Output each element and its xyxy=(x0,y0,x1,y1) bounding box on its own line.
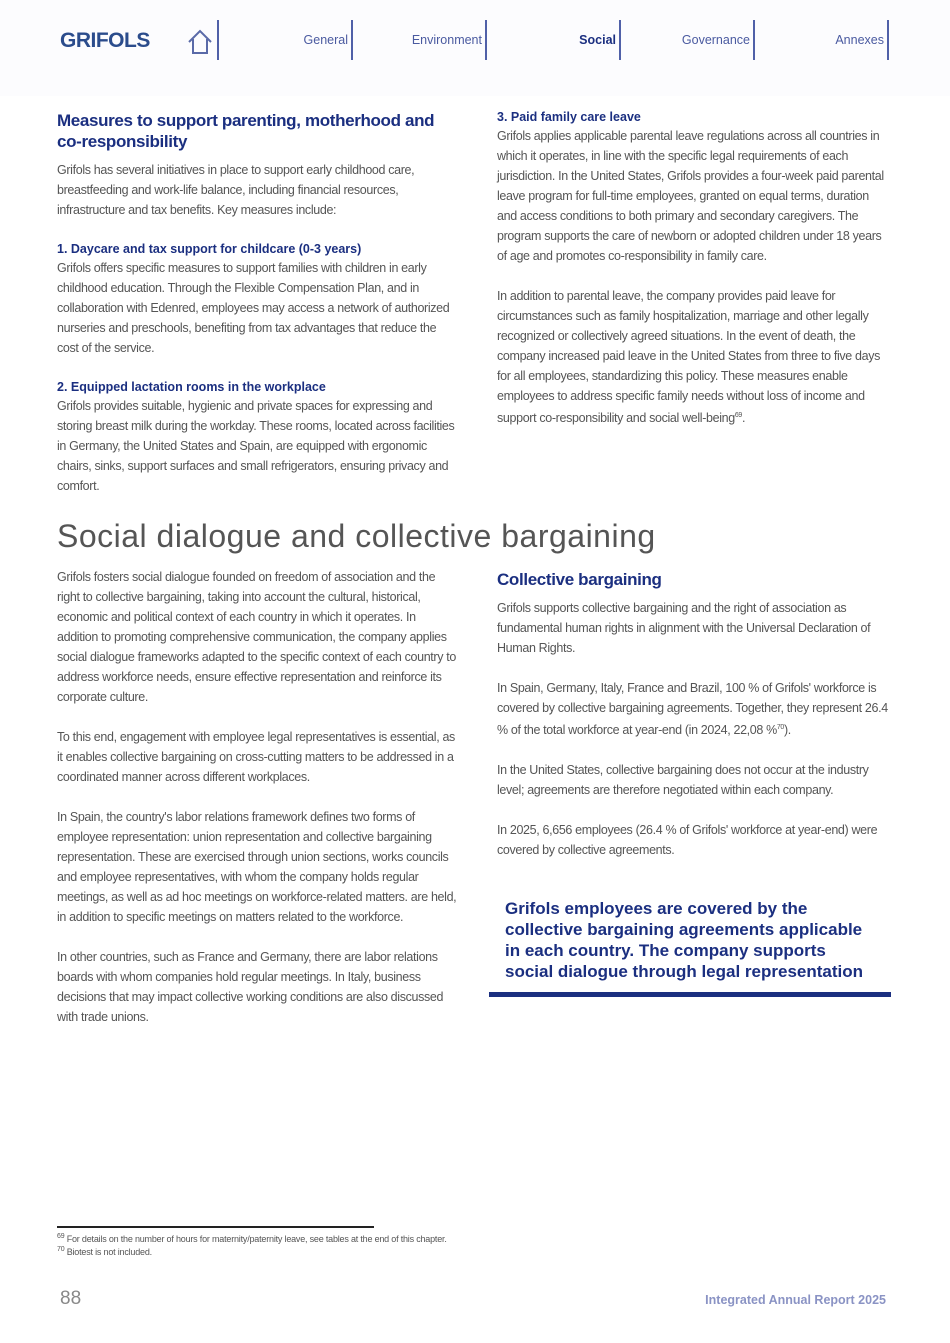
paragraph: Grifols supports collective bargaining and the right of association as fundamental human rights in alignment with the Universal Declaration of Human Rights. xyxy=(497,601,871,655)
nav-social[interactable]: Social xyxy=(540,20,621,60)
measure-3-title: 3. Paid family care leave xyxy=(497,110,641,124)
home-icon[interactable] xyxy=(186,28,214,56)
grifols-logo[interactable]: GRIFOLS xyxy=(60,29,150,52)
social-dialogue-text xyxy=(57,567,457,1047)
parenting-intro: Grifols has several initiatives in place to support early childhood care, breastfeeding and work-life balance, including financial resources, infrastructure and tax benefits. Key measures include: xyxy=(57,163,415,217)
paragraph: To this end, engagement with employee legal representatives is essential, as it enables collective bargaining on cross-cutting matters to be addressed in a coordinated manner across different workplaces. xyxy=(57,730,455,784)
paragraph: In 2025, 6,656 employees (26.4 % of Grifols' workforce at year-end) were covered by collective agreements. xyxy=(497,823,878,858)
top-navigation xyxy=(0,0,950,96)
measure-3-text: Grifols applies applicable parental leave regulations across all countries in which it operates, in line with the specific legal requirements of each jurisdiction. In the United States, Grifols provides a four-week paid parental leave program for full-time employees, granted on equal terms, duration and access conditions to both primary and secondary caregivers. The program supports the care of newborn or adopted children under 18 years of age and promotes co-responsibility in family care. xyxy=(497,129,884,263)
highlight-callout: Grifols employees are covered by the collective bargaining agreements applicable in each country. The company supports social dialogue through legal representation xyxy=(489,898,891,997)
paragraph: In Spain, Germany, Italy, France and Brazil, 100 % of Grifols' workforce is covered by collective bargaining agreements. Together, they represent 26.4 % of the total workforce at year-end (in 2024, 22,08 %$^{70}$). xyxy=(497,681,888,738)
collective-bargaining-section xyxy=(497,569,892,880)
footnote-70: $^{70}$ Biotest is not included. xyxy=(57,1246,152,1257)
measure-2-title: 2. Equipped lactation rooms in the workplace xyxy=(57,380,326,394)
paragraph: In the United States, collective bargaining does not occur at the industry level; agreements are therefore negotiated within each company. xyxy=(497,763,869,798)
divider xyxy=(217,20,219,60)
family-leave-section xyxy=(497,108,890,448)
measure-2-text: Grifols provides suitable, hygienic and private spaces for expressing and storing breast milk during the workday. These rooms, located across facilities in Germany, the United States and Spain, are equipped with ergonomic chairs, sinks, support surfaces and small refrigerators, ensuring privacy and comfort. xyxy=(57,399,455,493)
leave-paragraph: In addition to parental leave, the company provides paid leave for circumstances such as family hospitalization, marriage and other legally recognized or collectively agreed situations. In the event of death, the company increased paid leave in the United States from three to five days for all employees, standardizing this policy. These measures enable employees to address specific family needs without loss of income and support co-responsibility and social well-being$^{69}$. xyxy=(497,289,881,426)
parenting-heading: Measures to support parenting, motherhood and co-responsibility xyxy=(57,111,435,151)
paragraph: In other countries, such as France and Germany, there are labor relations boards with whom companies hold regular meetings. In Italy, business decisions that may impact collective working conditions are also discussed with trade unions. xyxy=(57,950,444,1024)
nav-general[interactable]: General xyxy=(260,20,353,60)
page-number: 88 xyxy=(60,1288,82,1309)
nav-environment[interactable]: Environment xyxy=(380,20,487,60)
paragraph: In Spain, the country's labor relations framework defines two forms of employee representation: union representation and collective bargaining representation. These are exercised through union sections, works councils and employee representatives, with whom the company holds regular meetings, as well as ad hoc meetings on workforce-related matters. are held, in addition to specific meetings on matters related to the workforce. xyxy=(57,810,457,924)
measure-1-text: Grifols offers specific measures to support families with children in early childhood education. Through the Flexible Compensation Plan, and in collaboration with Edenred, employees may access a network of authorized nurseries and preschools, benefiting from tax advantages that reduce the cost of the service. xyxy=(57,261,450,355)
report-title: Integrated Annual Report 2025 xyxy=(705,1293,886,1307)
section-title: Social dialogue and collective bargaining xyxy=(57,518,656,554)
paragraph: Grifols fosters social dialogue founded on freedom of association and the right to collective bargaining, taking into account the cultural, historical, economic and political context of each country in which it operates. In addition to promoting comprehensive communication, the company applies social dialogue frameworks adapted to the specific context of each country to address workforce needs, ensure effective representation and reinforce its corporate culture. xyxy=(57,570,456,704)
footnote-divider xyxy=(57,1226,374,1228)
nav-governance[interactable]: Governance xyxy=(660,20,755,60)
footnote-ref[interactable]: 69 xyxy=(734,412,742,419)
collective-bargaining-heading: Collective bargaining xyxy=(497,570,662,589)
footnote-69: $^{69}$ For details on the number of hours for maternity/paternity leave, see tables at the end of this chapter. xyxy=(57,1233,447,1244)
footnote-ref[interactable]: 70 xyxy=(776,724,784,731)
parenting-section xyxy=(57,110,457,516)
nav-annexes[interactable]: Annexes xyxy=(800,20,889,60)
measure-1-title: 1. Daycare and tax support for childcare (0-3 years) xyxy=(57,242,362,256)
